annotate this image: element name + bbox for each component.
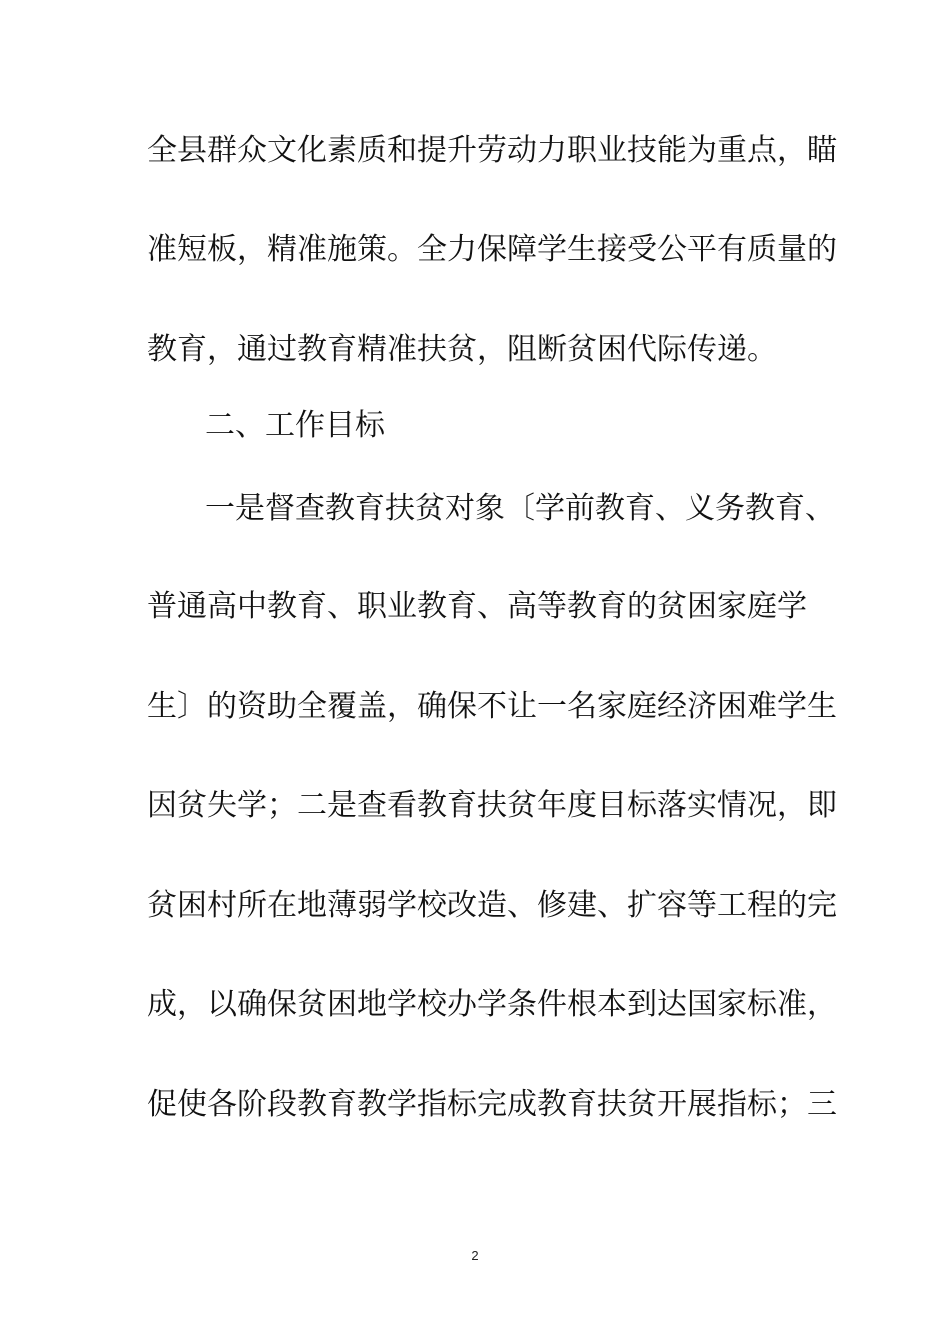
body-text-line: 普通高中教育、职业教育、高等教育的贫困家庭学: [147, 589, 807, 624]
body-text-line: 全县群众文化素质和提升劳动力职业技能为重点，瞄: [147, 133, 837, 168]
body-text-line: 贫困村所在地薄弱学校改造、修建、扩容等工程的完: [147, 888, 837, 923]
page-number: 2: [471, 1248, 479, 1263]
body-text-line: 促使各阶段教育教学指标完成教育扶贫开展指标；三: [147, 1087, 837, 1122]
body-text-line: 成，以确保贫困地学校办学条件根本到达国家标准，: [147, 987, 837, 1022]
body-text-line: 一是督查教育扶贫对象〔学前教育、义务教育、: [205, 491, 835, 526]
body-text-line: 因贫失学；二是查看教育扶贫年度目标落实情况，即: [147, 788, 837, 823]
body-text-line: 教育，通过教育精准扶贫，阻断贫困代际传递。: [147, 332, 777, 367]
section-heading: 二、工作目标: [205, 408, 385, 443]
body-text-line: 准短板，精准施策。全力保障学生接受公平有质量的: [147, 232, 837, 267]
body-text-line: 生〕的资助全覆盖，确保不让一名家庭经济困难学生: [147, 689, 837, 724]
